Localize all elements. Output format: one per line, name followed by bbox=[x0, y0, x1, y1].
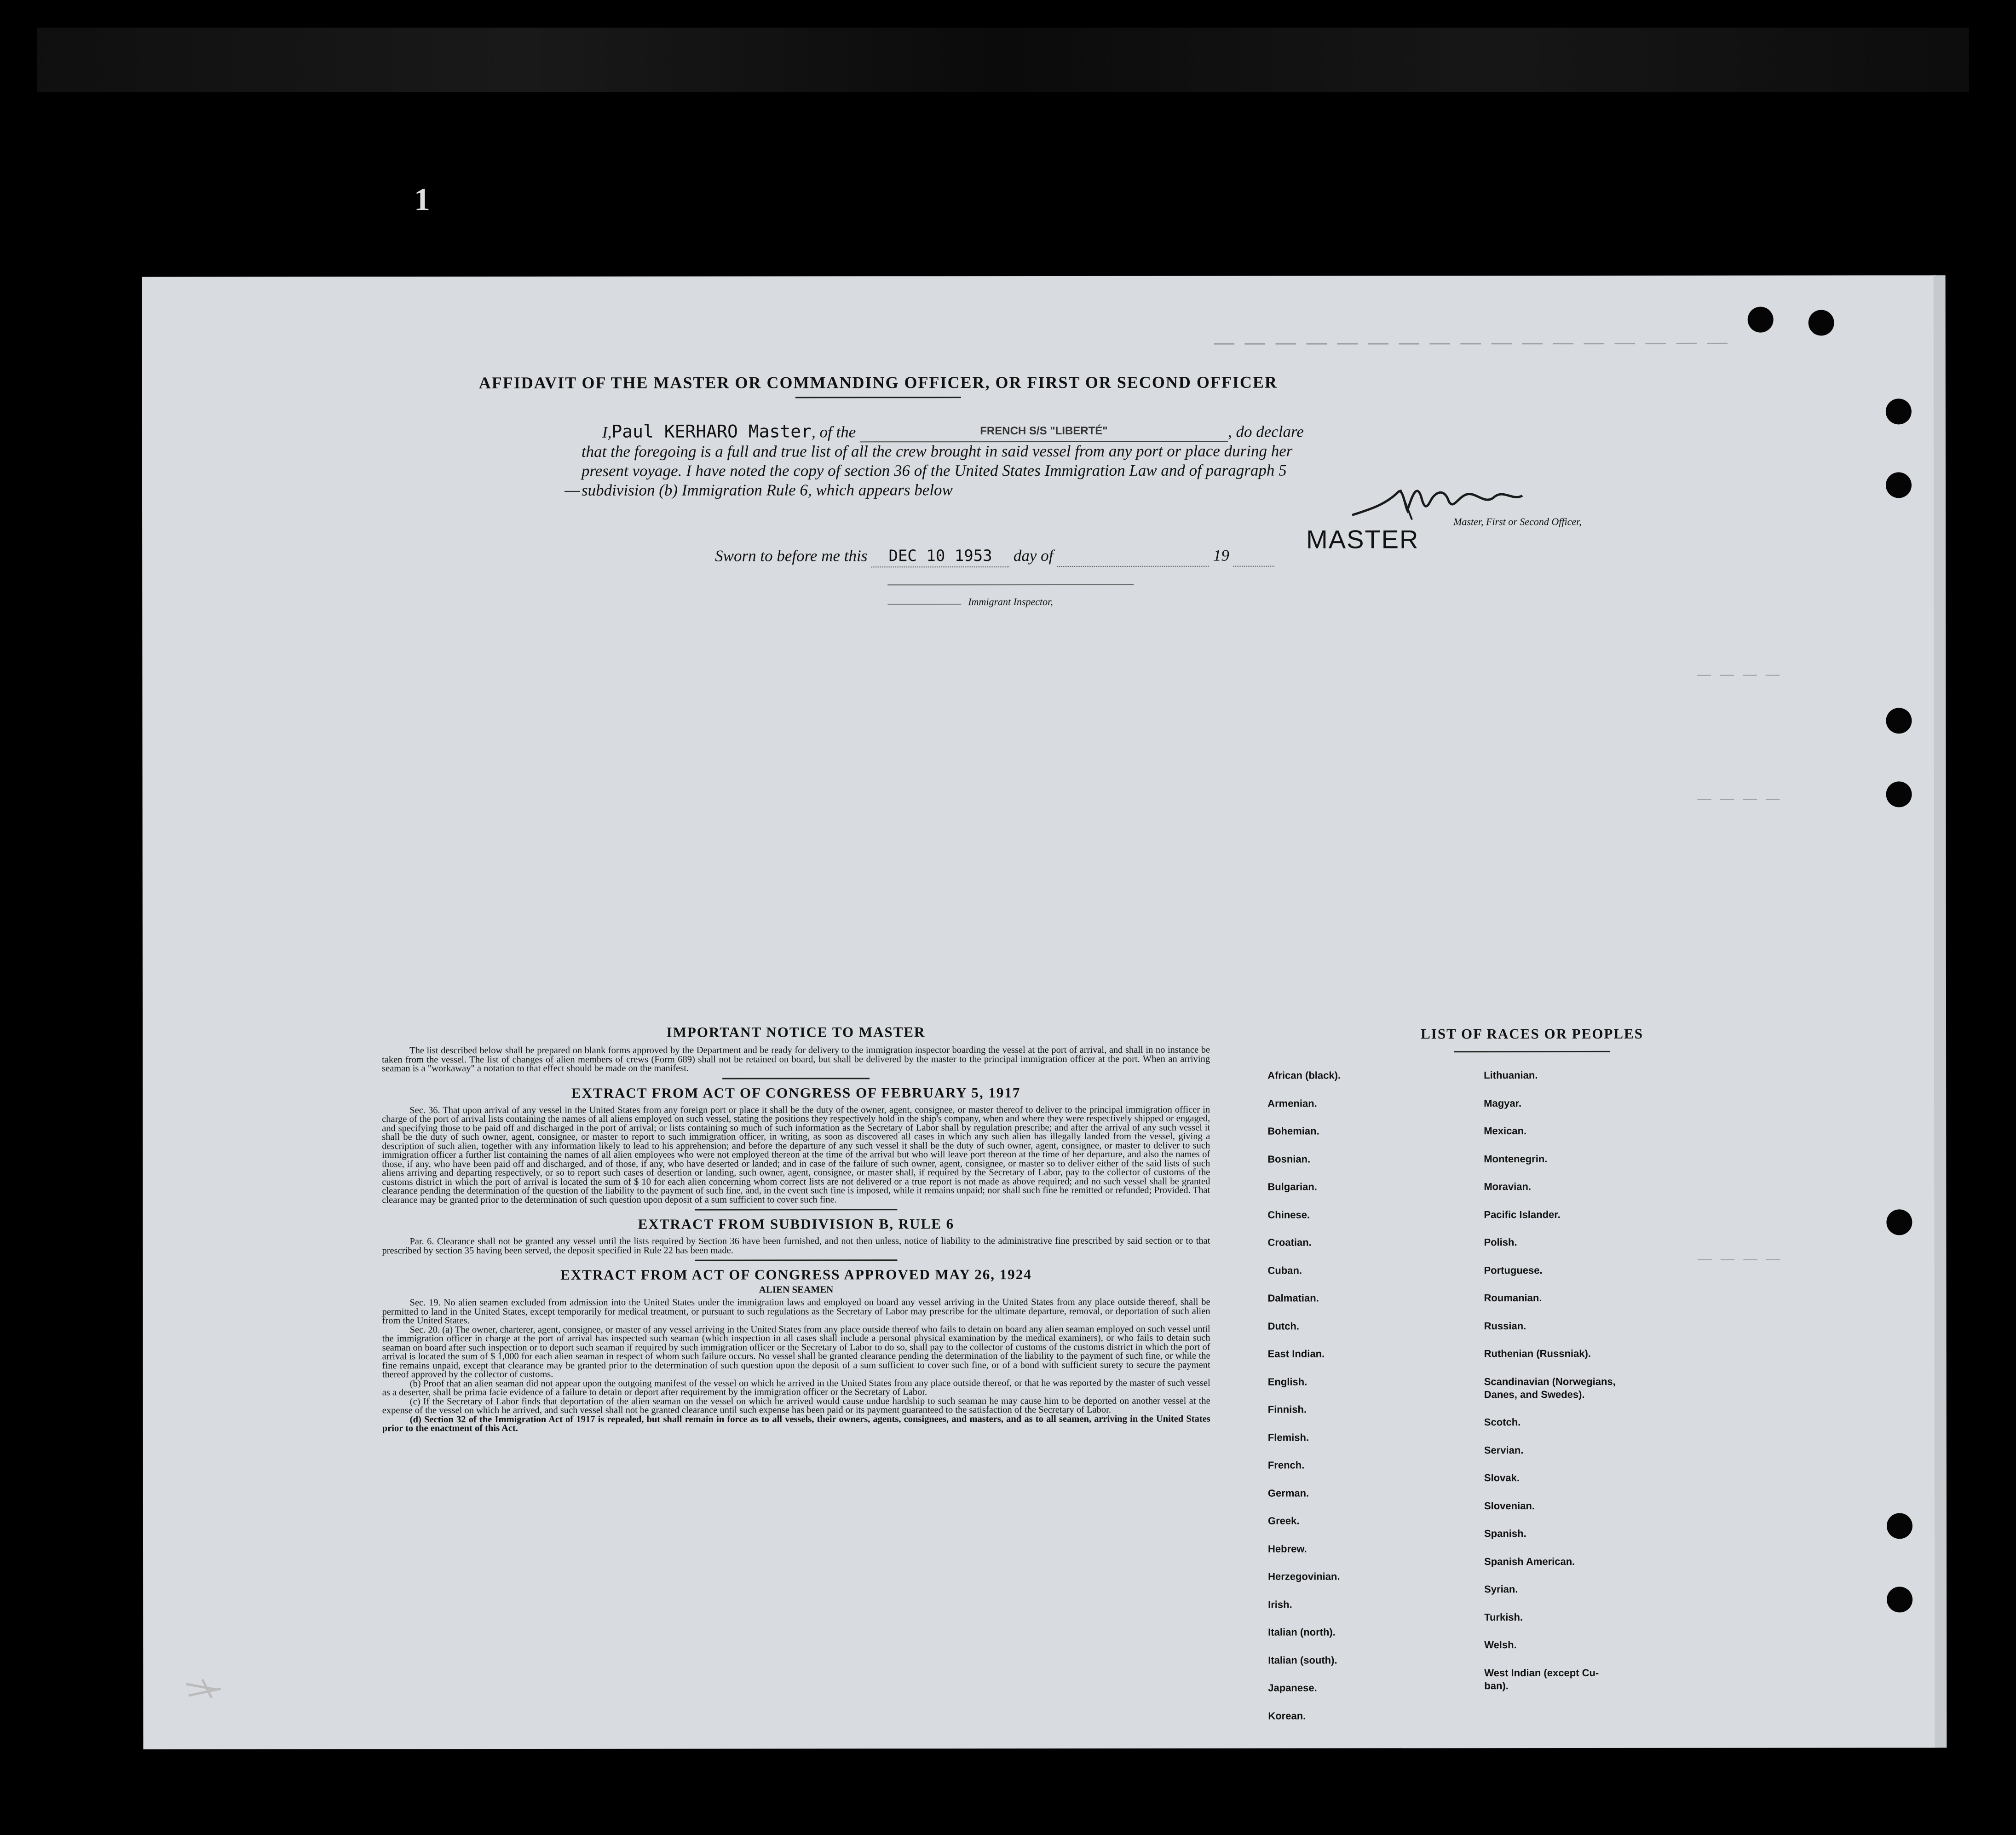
vessel-name: FRENCH S/S "LIBERTÉ" bbox=[980, 424, 1108, 438]
bleed-through-column: — — — — bbox=[1698, 1251, 1783, 1266]
punch-hole bbox=[1886, 708, 1912, 733]
race-item: Spanish American. bbox=[1484, 1555, 1575, 1567]
day-of-text: day of bbox=[1013, 546, 1054, 565]
page-marker: 1 bbox=[414, 182, 430, 218]
race-item: Turkish. bbox=[1484, 1611, 1523, 1623]
race-item: Moravian. bbox=[1484, 1181, 1532, 1193]
extract-1924-sec20c: (c) If the Secretary of Labor finds that deportation of the alien seaman on the vessel on which he arrived would cause undue hardship to such seaman he may cause him to be deported on another vessel at the expense of the vessel on which he arrived, and such vessel shall not be granted clearance until such expense has been paid or its payment guaranteed to the satisfaction of the Secretary of Labor. bbox=[382, 1396, 1210, 1416]
bleed-through-column: — — — — bbox=[1697, 666, 1782, 682]
punch-hole bbox=[1809, 310, 1834, 335]
race-item: Korean. bbox=[1268, 1709, 1306, 1722]
race-item: English. bbox=[1267, 1375, 1308, 1388]
race-item: Spanish. bbox=[1484, 1528, 1526, 1540]
race-item: Cuban. bbox=[1267, 1264, 1302, 1276]
alien-seamen-subtitle: ALIEN SEAMEN bbox=[759, 1284, 834, 1295]
section-rule bbox=[695, 1209, 897, 1210]
extract-rule6-title: EXTRACT FROM SUBDIVISION B, RULE 6 bbox=[638, 1216, 955, 1232]
of-the-text: , of the bbox=[811, 423, 856, 441]
race-item: Roumanian. bbox=[1484, 1292, 1542, 1304]
race-item: Italian (south). bbox=[1268, 1654, 1337, 1666]
prefix-i: I, bbox=[602, 423, 612, 441]
race-item: West Indian (except Cu- bbox=[1484, 1667, 1599, 1679]
officer-name: Paul KERHARO Master bbox=[611, 421, 812, 442]
punch-hole bbox=[1887, 1587, 1912, 1612]
declaration-line-1 bbox=[602, 418, 1304, 442]
races-title-rule bbox=[1454, 1051, 1610, 1052]
race-item: Bohemian. bbox=[1267, 1125, 1319, 1137]
races-title: LIST OF RACES OR PEOPLES bbox=[1421, 1025, 1643, 1042]
race-item: Scotch. bbox=[1484, 1416, 1521, 1428]
race-item: Armenian. bbox=[1267, 1097, 1317, 1109]
race-item: Scandinavian (Norwegians, bbox=[1484, 1375, 1616, 1387]
race-item: Irish. bbox=[1268, 1598, 1292, 1610]
race-item: Russian. bbox=[1484, 1320, 1526, 1332]
notice-column bbox=[382, 1024, 1210, 1433]
punch-hole bbox=[1886, 398, 1912, 424]
title-rule bbox=[795, 397, 961, 398]
race-item: ban). bbox=[1484, 1679, 1509, 1691]
extract-1924-sec20d: (d) Section 32 of the Immigration Act of 1917 is repealed, but shall remain in force as to all vessels, their owners, agents, consignees, and masters, and as to all seamen, arriving in the United States prior to the enactment of this Act. bbox=[382, 1414, 1210, 1434]
race-item: East Indian. bbox=[1267, 1348, 1325, 1360]
race-item: Bosnian. bbox=[1267, 1153, 1311, 1165]
race-item: Portuguese. bbox=[1484, 1264, 1543, 1276]
race-item: German. bbox=[1267, 1487, 1309, 1499]
race-item: Bulgarian. bbox=[1267, 1181, 1317, 1193]
race-item: Herzegovinian. bbox=[1268, 1570, 1340, 1582]
race-item: African (black). bbox=[1267, 1069, 1341, 1081]
extract-1917-title: EXTRACT FROM ACT OF CONGRESS OF FEBRUARY 5, 1917 bbox=[571, 1084, 1021, 1101]
year-field: ​ bbox=[1233, 545, 1275, 567]
punch-hole bbox=[1886, 472, 1912, 498]
inspector-caption: Immigrant Inspector, bbox=[968, 595, 1053, 608]
sworn-prefix: Sworn to before me this bbox=[715, 547, 868, 565]
bleed-through-column: — — — — bbox=[1697, 791, 1783, 806]
race-item: Flemish. bbox=[1267, 1431, 1309, 1443]
race-item: Hebrew. bbox=[1268, 1542, 1307, 1555]
inspector-signature-line bbox=[887, 584, 1134, 585]
sworn-date-field bbox=[871, 545, 1009, 567]
extract-1917-body: Sec. 36. That upon arrival of any vessel in the United States from any foreign port or place it shall be the duty of the owner, agent, consignee, or master thereof to deliver to the principal immigration officer in charge of the port of arrival lists containing the names of all aliens employed on such vessel, stating the positions they respectively hold in the ship's company, when and where they were respectively shipped or engaged, and specifying those to be paid off and discharged in the port of arrival; or lists containing so much of such information as the Secretary of Labor shall by regulation prescribe; and after the arrival of any such vessel it shall be the duty of such owner, agent, consignee, or master to report to such immigration officer, in writing, as soon as discovered all cases in which any such alien has illegally landed from the vessel, giving a description of such alien, together with any information likely to lead to his apprehension; and before the departure of any such vessel it shall be the duty of such owner, agent, consignee, or master to deliver to such immigration officer a further list containing the names of all alien employees who were not employed thereon at the time of the arrival but who will leave port thereon at the time of her departure, and also the names of those, if any, who have been paid off and discharged, and of those, if any, who have deserted or landed; and in case of the failure of such owner, agent, consignee, or master so to deliver either of the said lists of such aliens arriving and departing respectively, or so to report such cases of desertion or landing, such owner, agent, consignee, or master shall, if required by the Secretary of Labor, pay to the collector of customs of the customs district in which the port of arrival is located the sum of $ 10 for each alien concerning whom correct lists are not delivered or a true report is not made as above required; and no such vessel shall be granted clearance pending the determination of the question of the liability to the payment of such fine, and, in the event such fine is imposed, while it remains unpaid; nor shall such fine be remitted or refunded; Provided. That clearance may be granted prior to the determination of such question upon deposit of a sum sufficient to cover such fine. bbox=[382, 1104, 1210, 1205]
sworn-line bbox=[715, 545, 1274, 568]
race-item: Japanese. bbox=[1268, 1682, 1317, 1694]
section-rule bbox=[695, 1259, 897, 1261]
scan-edge-strip bbox=[37, 28, 1969, 92]
race-item: Italian (north). bbox=[1268, 1626, 1336, 1638]
race-item: Welsh. bbox=[1484, 1639, 1517, 1651]
race-item: Polish. bbox=[1484, 1236, 1517, 1248]
month-field: ​ bbox=[1057, 545, 1209, 567]
declaration-line-4: subdivision (b) Immigration Rule 6, which appears below bbox=[581, 481, 953, 499]
sworn-date: DEC 10 1953 bbox=[888, 547, 992, 566]
vessel-line bbox=[860, 419, 1228, 443]
punch-hole bbox=[1886, 1209, 1912, 1235]
declaration-line-3: present voyage. I have noted the copy of section 36 of the United States Immigration Law and of paragraph 5 bbox=[581, 461, 1287, 480]
race-item: Pacific Islander. bbox=[1484, 1208, 1561, 1220]
race-item: Dutch. bbox=[1267, 1320, 1300, 1332]
race-item: Ruthenian (Russniak). bbox=[1484, 1347, 1591, 1360]
race-item: Montenegrin. bbox=[1484, 1153, 1548, 1165]
extract-1924-sec20b: (b) Proof that an alien seaman did not appear upon the outgoing manifest of the vessel on which he arrived in the United States from any place outside thereof, or that he was reported by the master of such vessel as a deserter, shall be prima facie evidence of a failure to detain or deport after requirement by the immigration officer or the Secretary of Labor. bbox=[382, 1378, 1210, 1398]
section-rule bbox=[722, 1078, 870, 1079]
extract-1924-sec20a: Sec. 20. (a) The owner, charterer, agent, consignee, or master of any vessel arriving in the United States from any place outside thereof who fails to detain on board any alien seaman employed on such vessel until the immigration officer in charge at the port of arrival has inspected such seaman (which inspection in all cases shall include a personal physical examination by the medical examiners), or who fails to detain such seaman on board after such inspection or to deport such seaman if required by such immigration officer or the Secretary of Labor to do so, shall pay to the collector of customs of the customs district in which the port of arrival is located the sum of $ 1,000 for each alien seaman in respect of whom such failure occurs. No vessel shall be granted clearance pending the determination of the liability to the payment of such fine, or while the fine remains unpaid, except that clearance may be granted prior to the determination of such question upon the deposit of a sum sufficient to cover such fine, or of a bond with sufficient surety to secure the payment thereof approved by the collector of customs. bbox=[382, 1324, 1210, 1380]
race-item: Finnish. bbox=[1267, 1403, 1307, 1415]
race-item: French. bbox=[1267, 1459, 1305, 1471]
punch-hole bbox=[1886, 781, 1912, 807]
race-item: Greek. bbox=[1267, 1515, 1300, 1527]
margin-dash bbox=[564, 491, 580, 492]
declaration-line-2: that the foregoing is a full and true list of all the crew brought in said vessel from any port or place during her bbox=[581, 442, 1293, 461]
affidavit-title: AFFIDAVIT OF THE MASTER OR COMMANDING OFFICER, OR FIRST OR SECOND OFFICER bbox=[478, 373, 1278, 392]
notice-body: The list described below shall be prepared on blank forms approved by the Department and be ready for delivery to the immigration inspector boarding the vessel at the port of arrival, and shall in no instance be taken from the vessel. The list of changes of alien members of crews (Form 689) shall not be retained on board, but shall be delivered by the master to the principal immigration officer at the port. When an arriving seaman is a "workaway" a notation to that effect should be made on the manifest. bbox=[382, 1044, 1210, 1074]
race-item: Magyar. bbox=[1484, 1097, 1522, 1109]
notice-title: IMPORTANT NOTICE TO MASTER bbox=[666, 1024, 926, 1040]
year-prefix: 19 bbox=[1213, 546, 1229, 565]
race-item: Slovenian. bbox=[1484, 1500, 1535, 1512]
punch-hole bbox=[1748, 307, 1774, 333]
extract-1924-title: EXTRACT FROM ACT OF CONGRESS APPROVED MAY 26, 1924 bbox=[560, 1266, 1032, 1283]
race-item: Danes, and Swedes). bbox=[1484, 1388, 1585, 1400]
race-item: Mexican. bbox=[1484, 1125, 1527, 1137]
race-item: Servian. bbox=[1484, 1444, 1524, 1456]
signature-caption: Master, First or Second Officer, bbox=[1453, 515, 1582, 528]
affidavit-page bbox=[142, 275, 1938, 1749]
margin-scribble bbox=[184, 1675, 239, 1702]
extract-rule6-body: Par. 6. Clearance shall not be granted any vessel until the lists required by Section 36 have been furnished, and not then unless, notice of liability to the administrative fine prescribed by said section or to that prescribed by section 35 having been served, the deposit specified in Rule 22 has been made. bbox=[382, 1235, 1210, 1256]
race-item: Lithuanian. bbox=[1484, 1069, 1538, 1081]
race-item: Syrian. bbox=[1484, 1583, 1518, 1595]
inspector-dotted-line bbox=[887, 604, 961, 605]
bleed-through-header: — — — — — — — — — — — — — — — — — bbox=[1214, 330, 1730, 353]
do-declare-text: , do declare bbox=[1227, 422, 1304, 441]
race-item: Chinese. bbox=[1267, 1208, 1310, 1221]
race-item: Dalmatian. bbox=[1267, 1292, 1319, 1304]
race-item: Slovak. bbox=[1484, 1472, 1520, 1484]
race-item: Croatian. bbox=[1267, 1236, 1312, 1248]
punch-hole bbox=[1887, 1513, 1912, 1539]
master-stamp: MASTER bbox=[1306, 525, 1419, 554]
extract-1924-sec19: Sec. 19. No alien seamen excluded from admission into the United States under the immigration laws and employed on board any vessel arriving in the United States from any place outside thereof, shall be permitted to land in the United States, except temporarily for medical treatment, or pursuant to such regulations as the Secretary of Labor may prescribe for the ultimate departure, removal, or deportation of such alien from the United States. bbox=[382, 1297, 1210, 1326]
